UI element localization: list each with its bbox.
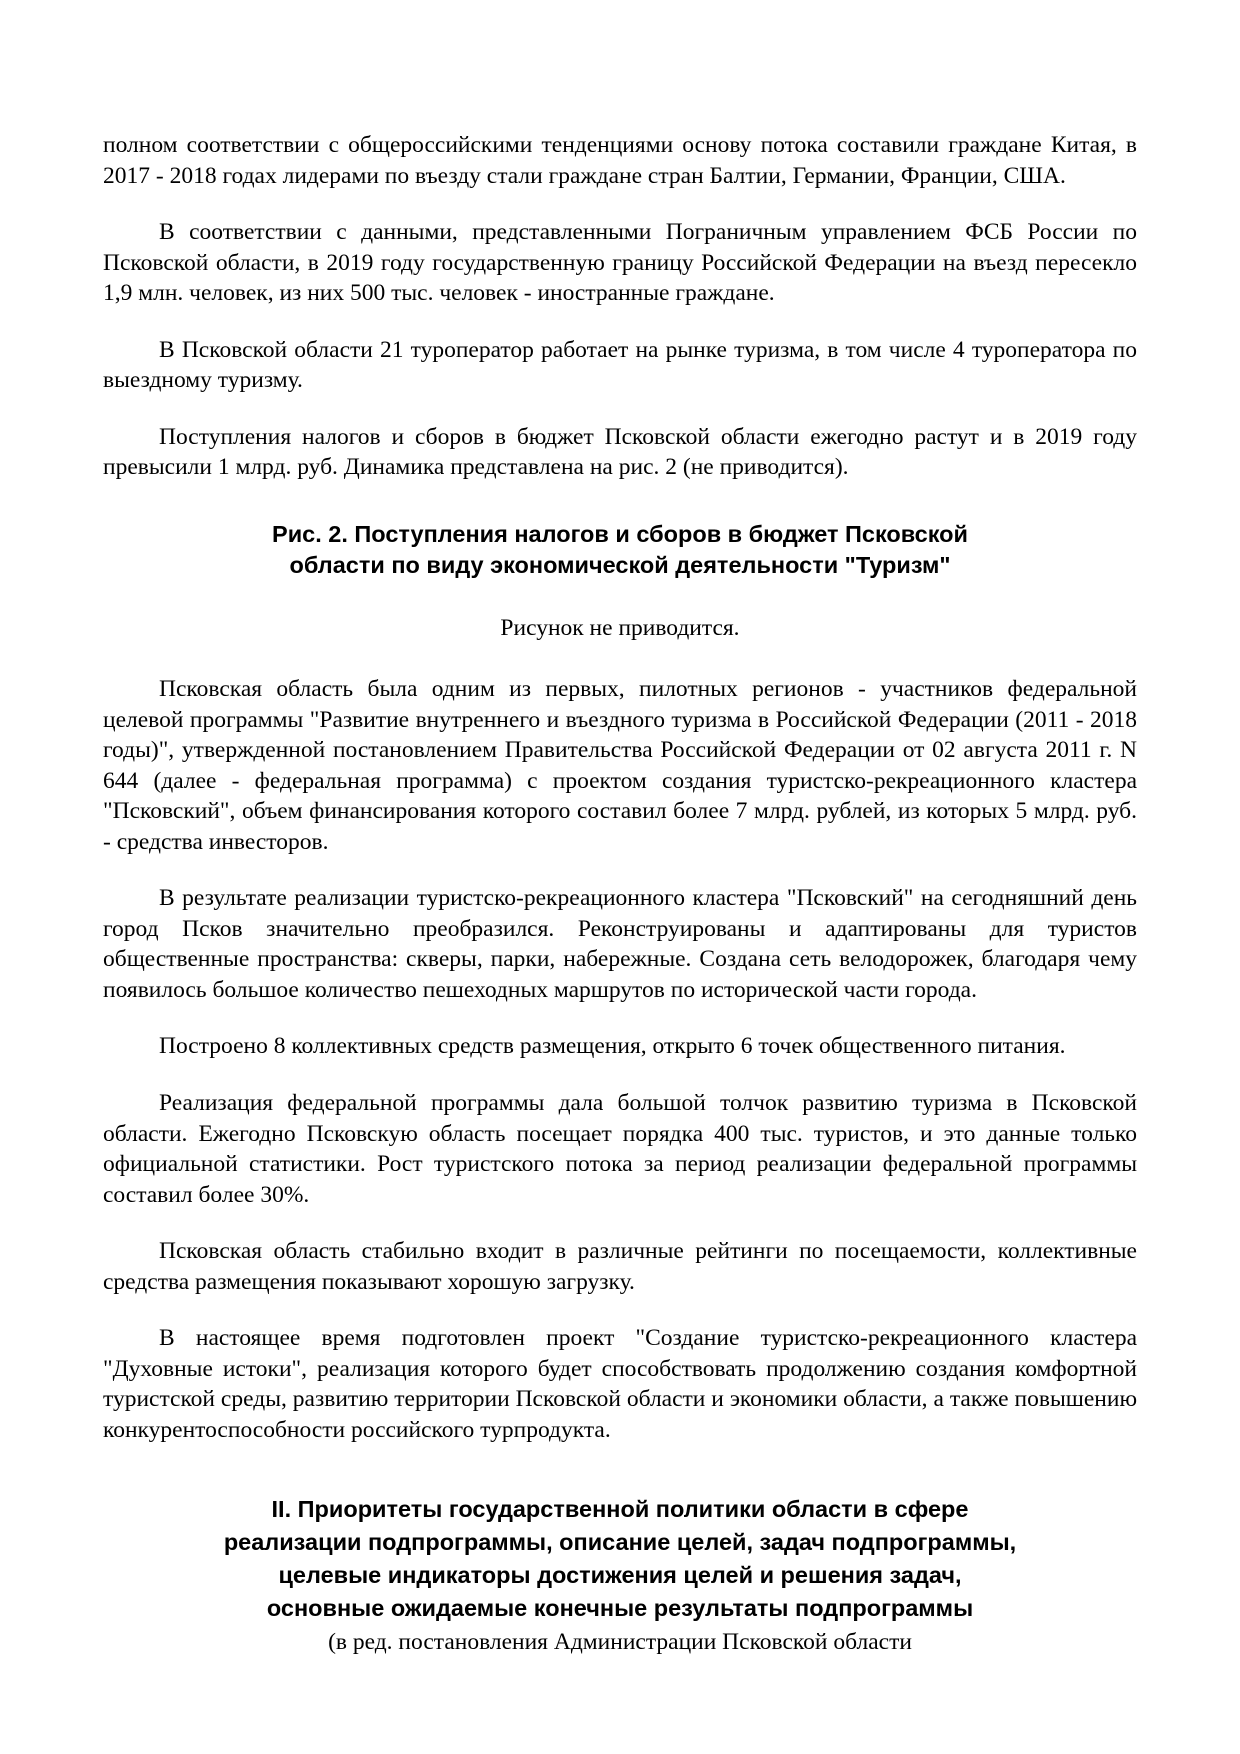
paragraph-federal-program: Псковская область была одним из первых, пилотных регионов - участников федеральной целевой программы "Развитие внутреннего и въездного туризма в Российской Федерации (2011 - 2018 годы)", утвержденной постановлением Правительства Российской Федерации от 02 августа 2011 г. N 644 (далее - федеральная программа) с проектом создания туристско-рекреационного кластера "Псковский", объем финансирования которого составил более 7 млрд. рублей, из которых 5 млрд. руб. - средства инвесторов.: [103, 675, 1137, 855]
section-heading-line-2: реализации подпрограммы, описание целей, задач подпрограммы,: [223, 1529, 1017, 1556]
section-heading-line-1: II. Приоритеты государственной политики области в сфере: [271, 1496, 969, 1523]
section-heading-line-4: основные ожидаемые конечные результаты подпрограммы: [266, 1595, 974, 1622]
figure-not-shown-note: Рисунок не приводится.: [500, 614, 740, 641]
figure-heading-line-1: Рис. 2. Поступления налогов и сборов в бюджет Псковской: [272, 520, 968, 547]
paragraph-accommodation-built: Построено 8 коллективных средств размещения, открыто 6 точек общественного питания.: [159, 1033, 1066, 1060]
section-heading: [103, 1493, 1137, 1625]
figure-heading-line-2: области по виду экономической деятельности "Туризм": [289, 551, 951, 578]
paragraph-tourism-growth: Реализация федеральной программы дала большой толчок развитию туризма в Псковской области. Ежегодно Псковскую область посещает порядка 400 тыс. туристов, и это данные только официальной статистики. Рост туристского потока за период реализации федеральной программы составил более 30%.: [103, 1089, 1137, 1208]
paragraph-tour-operators: В Псковской области 21 туроператор работает на рынке туризма, в том числе 4 туроператора по выездному туризму.: [103, 336, 1137, 394]
paragraph-border-crossing: В соответствии с данными, представленными Пограничным управлением ФСБ России по Псковской области, в 2019 году государственную границу Российской Федерации на въезд пересекло 1,9 млн. человек, из них 500 тыс. человек - иностранные граждане.: [103, 219, 1137, 307]
figure-heading: [103, 519, 1137, 581]
section-amendment-note: (в ред. постановления Администрации Псковской области: [328, 1629, 912, 1655]
paragraph-spiritual-origins-project: В настоящее время подготовлен проект "Создание туристско-рекреационного кластера "Духовные истоки", реализация которого будет способствовать продолжению создания комфортной туристской среды, развитию территории Псковской области и экономики области, а также повышению конкурентоспособности российского турпродукта.: [103, 1325, 1137, 1443]
paragraph-tax-revenue: Поступления налогов и сборов в бюджет Псковской области ежегодно растут и в 2019 году превысили 1 млрд. руб. Динамика представлена на рис. 2 (не приводится).: [103, 423, 1137, 481]
paragraph-ratings: Псковская область стабильно входит в различные рейтинги по посещаемости, коллективные средства размещения показывают хорошую загрузку.: [103, 1238, 1137, 1295]
section-heading-line-3: целевые индикаторы достижения целей и решения задач,: [278, 1562, 962, 1589]
paragraph-cluster-results: В результате реализации туристско-рекреационного кластера "Псковский" на сегодняшний день город Псков значительно преобразился. Реконструированы и адаптированы для туристов общественные пространства: скверы, парки, набережные. Создана сеть велодорожек, благодаря чему появилось большое количество пешеходных маршрутов по исторической части города.: [103, 885, 1137, 1003]
paragraph-continued: полном соответствии с общероссийскими тенденциями основу потока составили граждане Китая, в 2017 - 2018 годах лидерами по въезду стали граждане стран Балтии, Германии, Франции, США.: [103, 132, 1137, 189]
